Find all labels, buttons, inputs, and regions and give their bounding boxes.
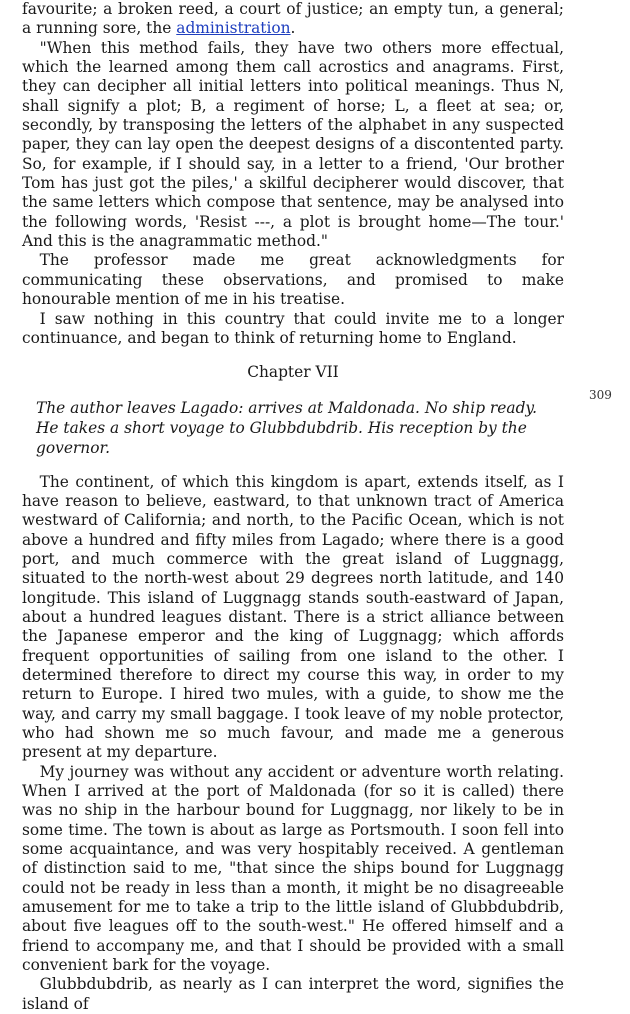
paragraph-professor: The professor made me great acknowledgments for communicating these observations, and promised to make honourable mention of me in his treatise. <box>22 251 564 309</box>
page-number: 309 <box>589 388 612 402</box>
document-page <box>22 0 564 1014</box>
administration-link[interactable]: administration <box>176 19 291 38</box>
chapter-heading: Chapter VII <box>247 363 339 382</box>
paragraph-journey: My journey was without any accident or adventure worth relating. When I arrived at the port of Maldonada (for so it is called) there was no ship in the harbour bound for Luggnagg, nor likely to be in some time. The town is about as large as Portsmouth. I soon fell into some acquaintance, and was very hospitably received. A gentleman of distinction said to me, "that since the ships bound for Luggnagg could not be ready in less than a month, it might be no disagreeable amusement for me to take a trip to the little island of Glubbdubdrib, about five leagues off to the south-west." He offered himself and a friend to accompany me, and that I should be provided with a small convenient bark for the voyage. <box>22 762 564 975</box>
paragraph-glubbdubdrib: Glubbdubdrib, as nearly as I can interpret the word, signifies the island of <box>22 975 564 1013</box>
intro-text: favourite; a broken reed, a court of justice; an empty tun, a general; a running sore, the <box>22 0 564 38</box>
chapter-summary: The author leaves Lagado: arrives at Maldonada. No ship ready. He takes a short voyage to Glubbdubdrib. His reception by the governor. <box>36 398 537 457</box>
intro-period: . <box>290 19 296 38</box>
intro-paragraph <box>22 0 564 39</box>
paragraph-anagrams: "When this method fails, they have two others more effectual, which the learned among them call acrostics and anagrams. First, they can decipher all initial letters into political meanings. Thus N, shall signify a plot; B, a regiment of horse; L, a fleet at sea; or, secondly, by transposing the letters of the alphabet in any suspected paper, they can lay open the deepest designs of a discontented party. So, for example, if I should say, in a letter to a friend, 'Our brother Tom has just got the piles,' a skilful decipherer would discover, that the same letters which compose that sentence, may be analysed into the following words, 'Resist ---, a plot is brought home—The tour.' And this is the anagrammatic method." <box>22 38 564 251</box>
paragraph-continent: The continent, of which this kingdom is apart, extends itself, as I have reason to believe, eastward, to that unknown tract of America westward of California; and north, to the Pacific Ocean, which is not above a hundred and fifty miles from Lagado; where there is a good port, and much commerce with the great island of Luggnagg, situated to the north-west about 29 degrees north latitude, and 140 longitude. This island of Luggnagg stands south-eastward of Japan, about a hundred leagues distant. There is a strict alliance between the Japanese emperor and the king of Luggnagg; which affords frequent opportunities of sailing from one island to the other. I determined therefore to direct my course this way, in order to my return to Europe. I hired two mules, with a guide, to show me the way, and carry my small baggage. I took leave of my noble protector, who had shown me so much favour, and made me a generous present at my departure. <box>22 472 564 762</box>
paragraph-returning: I saw nothing in this country that could invite me to a longer continuance, and began to think of returning home to England. <box>22 309 564 347</box>
